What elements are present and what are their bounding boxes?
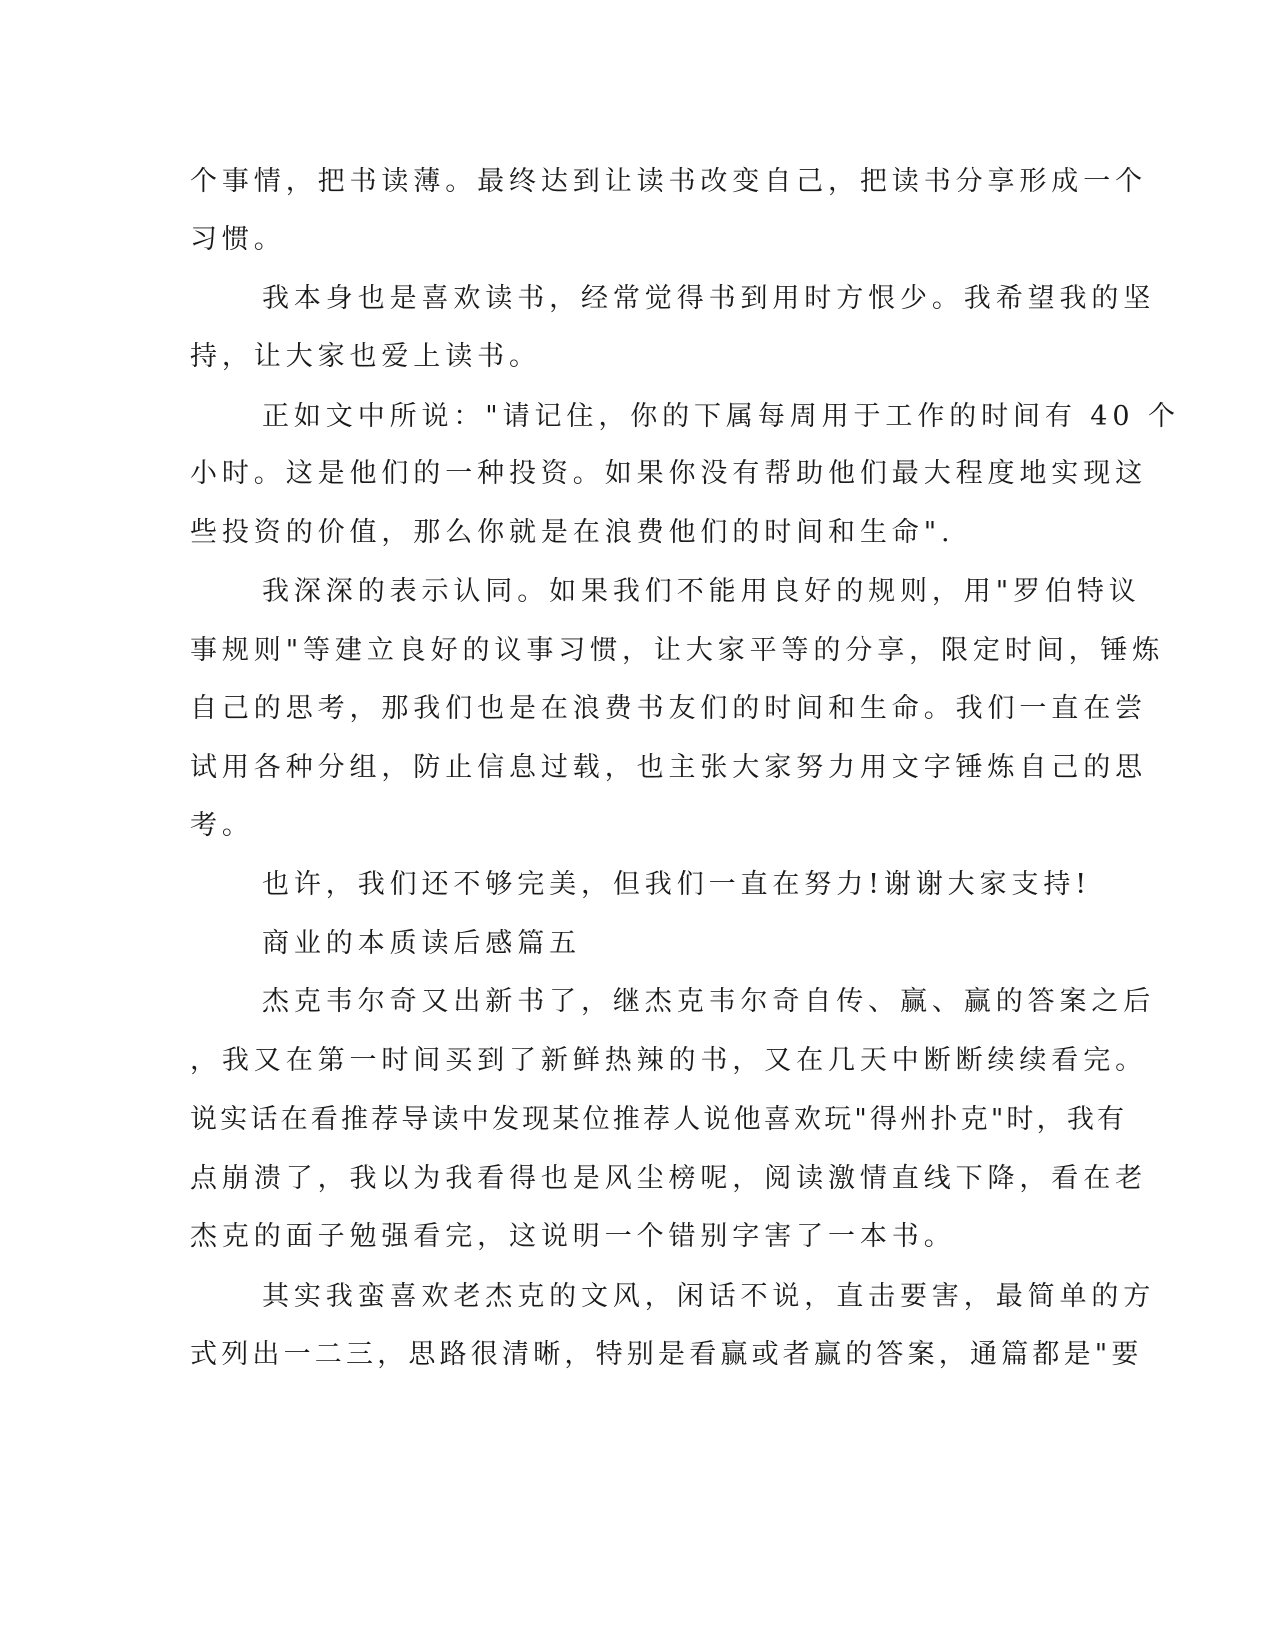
paragraph-first-line: 正如文中所说："请记住，你的下属每周用于工作的时间有 40 个	[262, 401, 1180, 432]
text-line: 些投资的价值，那么你就是在浪费他们的时间和生命".	[190, 517, 955, 548]
paragraph-first-line: 其实我蛮喜欢老杰克的文风，闲话不说，直击要害，最简单的方	[262, 1281, 1156, 1312]
text-line: 考。	[190, 810, 254, 841]
text-line: 事规则"等建立良好的议事习惯，让大家平等的分享，限定时间，锤炼	[190, 635, 1165, 666]
paragraph-first-line: 我深深的表示认同。如果我们不能用良好的规则，用"罗伯特议	[262, 576, 1141, 607]
text-line: 习惯。	[190, 224, 286, 255]
paragraph-first-line: 也许，我们还不够完美，但我们一直在努力!谢谢大家支持!	[262, 869, 1091, 900]
text-line: 个事情，把书读薄。最终达到让读书改变自己，把读书分享形成一个	[190, 166, 1147, 197]
paragraph-first-line: 杰克韦尔奇又出新书了，继杰克韦尔奇自传、赢、赢的答案之后	[262, 986, 1156, 1017]
text-line: 试用各种分组，防止信息过载，也主张大家努力用文字锤炼自己的思	[190, 752, 1147, 783]
text-line: 杰克的面子勉强看完，这说明一个错别字害了一本书。	[190, 1221, 956, 1252]
text-line: 点崩溃了，我以为我看得也是风尘榜呢，阅读激情直线下降，看在老	[190, 1163, 1147, 1194]
text-line: 小时。这是他们的一种投资。如果你没有帮助他们最大程度地实现这	[190, 458, 1147, 489]
text-line: 式列出一二三，思路很清晰，特别是看赢或者赢的答案，通篇都是"要	[190, 1339, 1143, 1370]
text-line: 持，让大家也爱上读书。	[190, 341, 541, 372]
text-line: 自己的思考，那我们也是在浪费书友们的时间和生命。我们一直在尝	[190, 693, 1147, 724]
section-heading: 商业的本质读后感篇五	[262, 928, 581, 959]
paragraph-first-line: 我本身也是喜欢读书，经常觉得书到用时方恨少。我希望我的坚	[262, 283, 1156, 314]
text-line: ，我又在第一时间买到了新鲜热辣的书，又在几天中断断续续看完。	[190, 1045, 1147, 1076]
text-line: 说实话在看推荐导读中发现某位推荐人说他喜欢玩"得州扑克"时，我有	[190, 1104, 1128, 1135]
